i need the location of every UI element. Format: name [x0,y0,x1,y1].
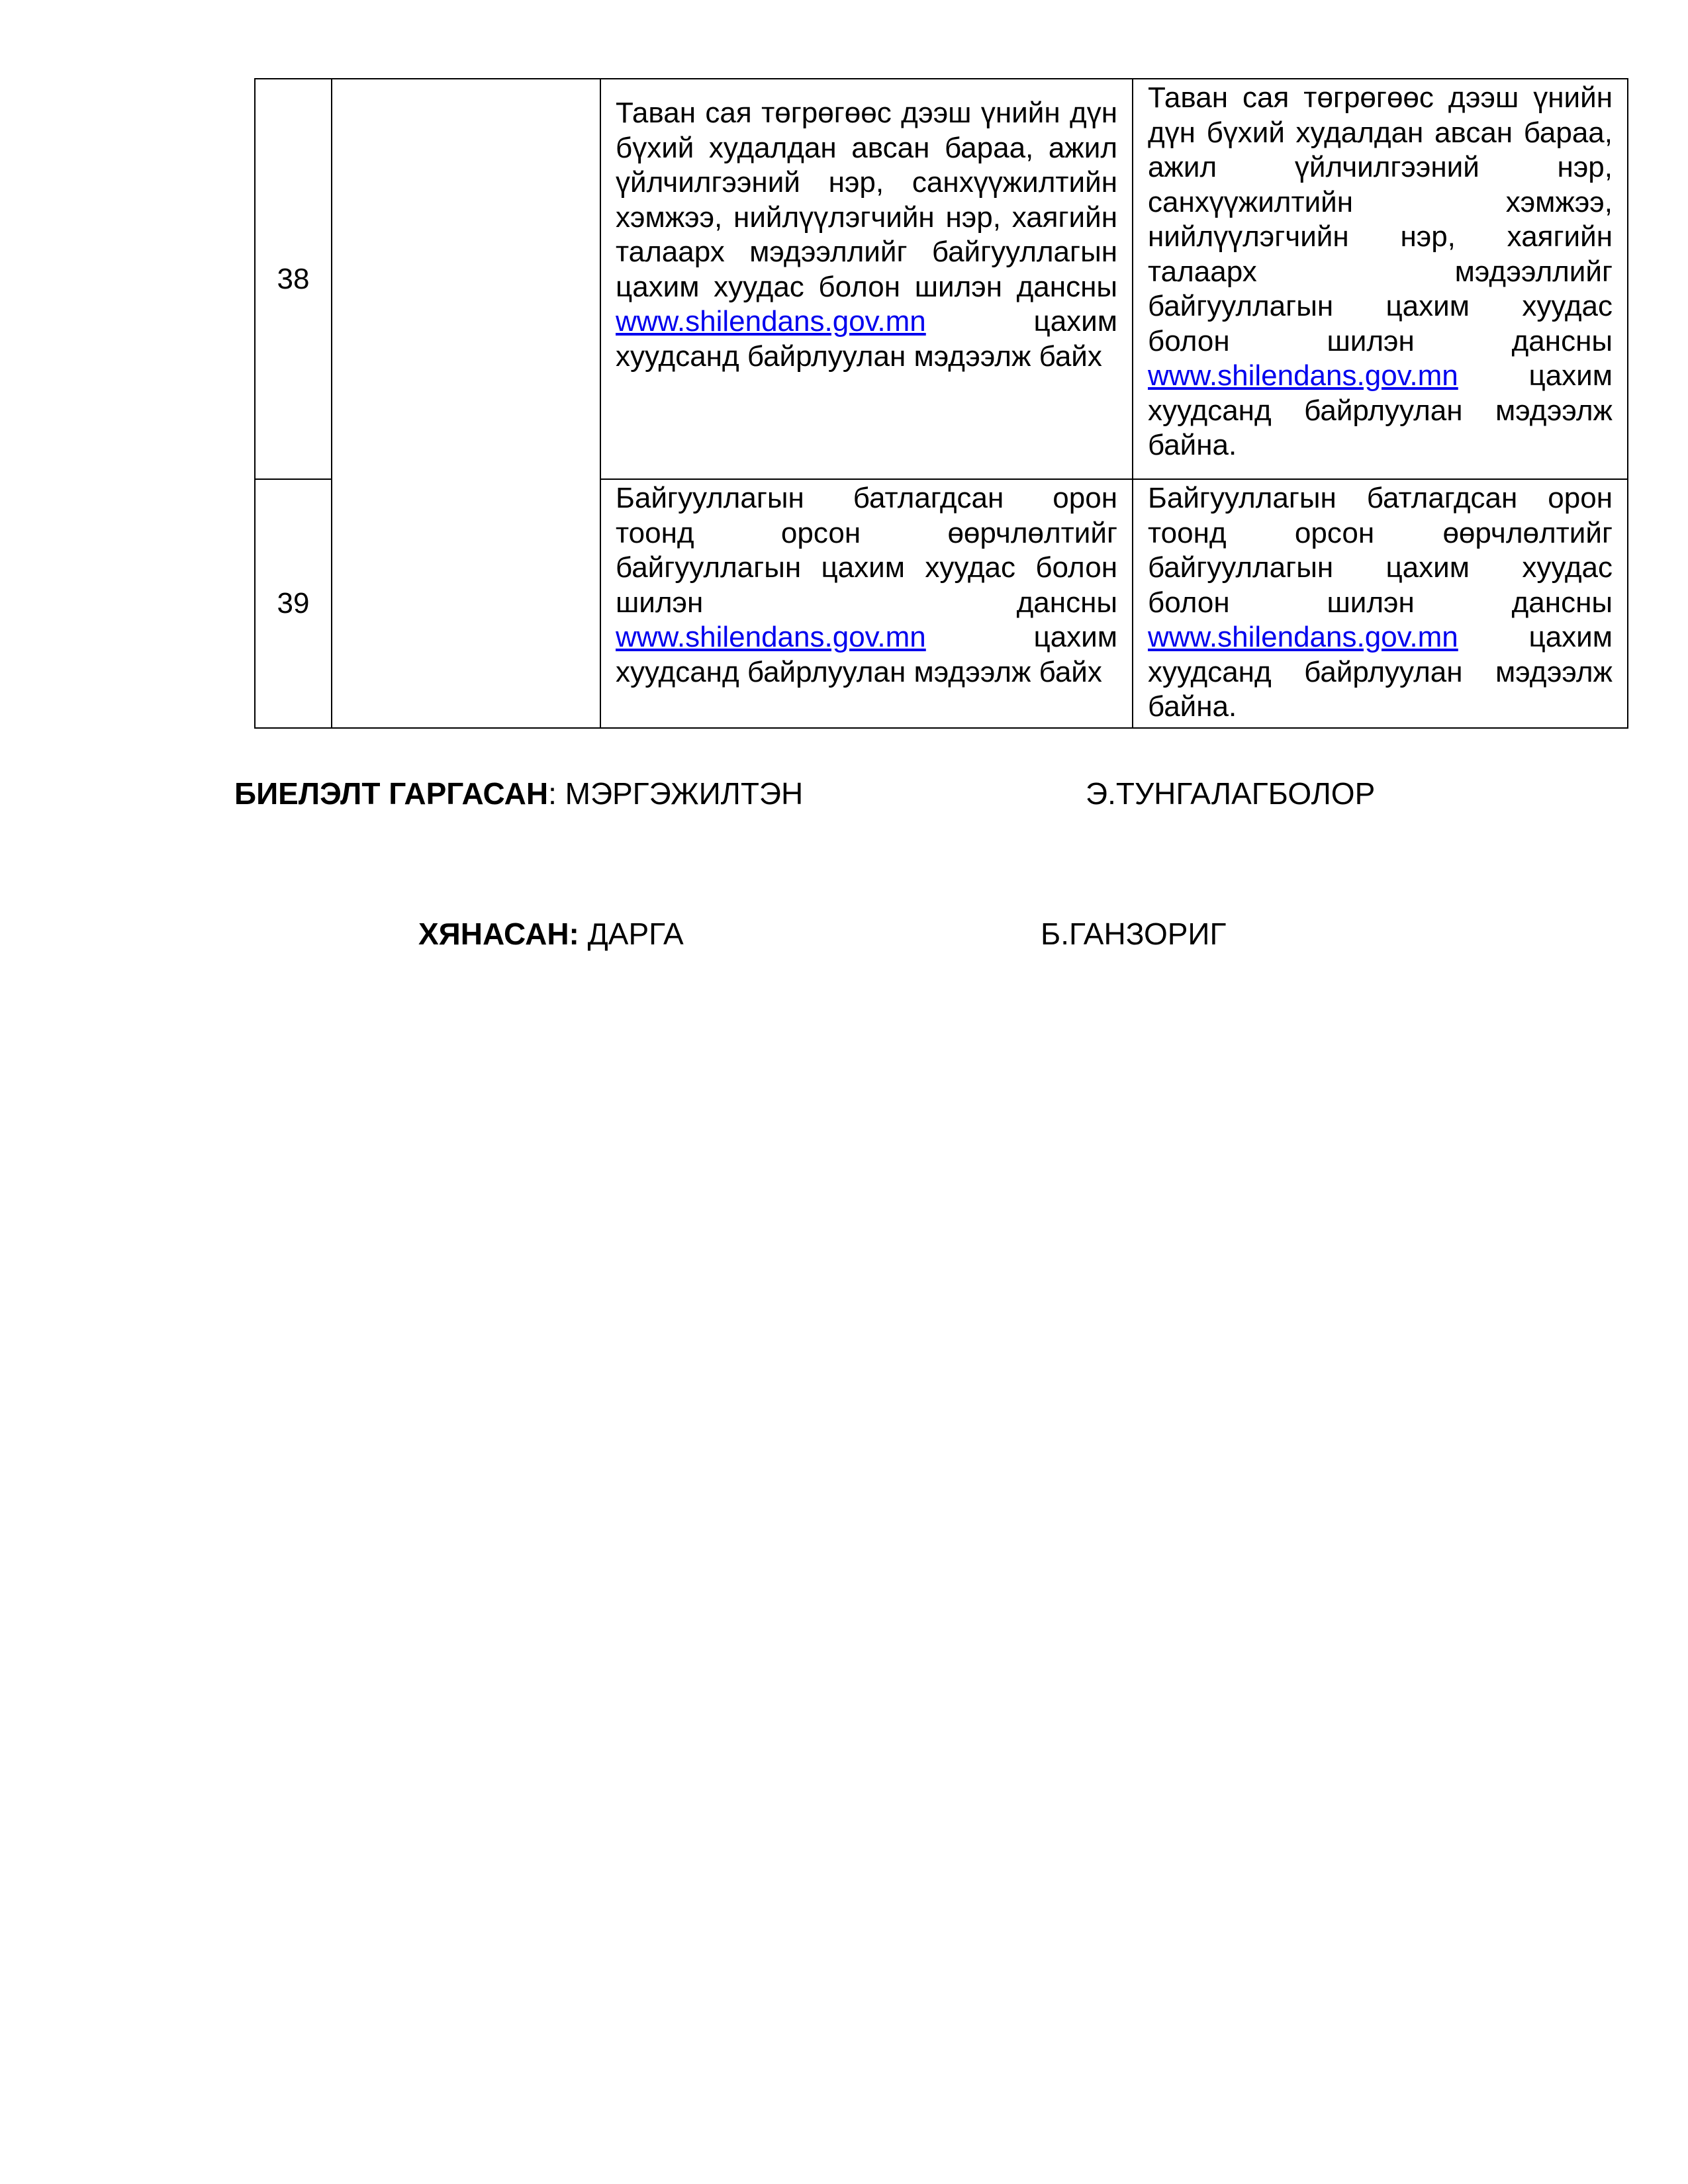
shilendans-link[interactable]: www.shilendans.gov.mn [1148,359,1458,392]
implementation-text: Таван сая төгрөгөөс дээш үнийн дүн бүхий худалдан авсан бараа, ажил үйлчилгээний нэр, санхүүжилтийн хэмжээ, нийлүүлэгчийн нэр, хаягийн талаарх мэдээллийг байгууллагын цахим хуудас болон шилэн дансны [1148,81,1613,357]
reviewed-by-role: ДАРГА [579,917,684,951]
implementation-text-end: цахим хуудсанд байрлуулан мэдээлж байна. [1148,621,1613,723]
report-table [254,78,1628,729]
empty-cell [332,79,600,728]
planned-action-text: Таван сая төгрөгөөс дээш үнийн дүн бүхий худалдан авсан бараа, ажил үйлчилгээний нэр, санхүүжилтийн хэмжээ, нийлүүлэгчийн нэр, хаягийн талаарх мэдээллийг байгууллагын цахим хуудас болон шилэн дансны [616,97,1117,303]
reviewed-by-name: Б.ГАНЗОРИГ [1041,917,1227,951]
shilendans-link[interactable]: www.shilendans.gov.mn [616,621,926,653]
implementation-cell [1133,79,1628,479]
implementation-text: Байгууллагын батлагдсан орон тоонд орсон өөрчлөлтийг байгууллагын цахим хуудас болон шилэн дансны [1148,482,1613,619]
row-number: 38 [255,79,332,479]
planned-action-text: Байгууллагын батлагдсан орон тоонд орсон өөрчлөлтийг байгууллагын цахим хуудас болон шилэн дансны [616,482,1117,619]
planned-action-cell [600,479,1133,728]
shilendans-link[interactable]: www.shilendans.gov.mn [1148,621,1458,653]
prepared-by-label: БИЕЛЭЛТ ГАРГАСАН [234,776,549,811]
reviewed-by-label: ХЯНАСАН: [418,917,579,951]
reviewed-by-line [418,916,684,952]
prepared-by-line [234,776,803,811]
prepared-by-name: Э.ТУНГАЛАГБОЛОР [1086,776,1376,811]
planned-action-text-end: цахим хуудсанд байрлуулан мэдээлж байх [616,621,1117,688]
implementation-text-end: цахим хуудсанд байрлуулан мэдээлж байна. [1148,359,1613,461]
shilendans-link[interactable]: www.shilendans.gov.mn [616,305,926,338]
row-number: 39 [255,479,332,728]
table-row [255,79,1628,479]
prepared-by-role: : МЭРГЭЖИЛТЭН [548,776,804,811]
planned-action-cell [600,79,1133,479]
planned-action-text-end: цахим хуудсанд байрлуулан мэдээлж байх [616,305,1117,373]
implementation-cell [1133,479,1628,728]
